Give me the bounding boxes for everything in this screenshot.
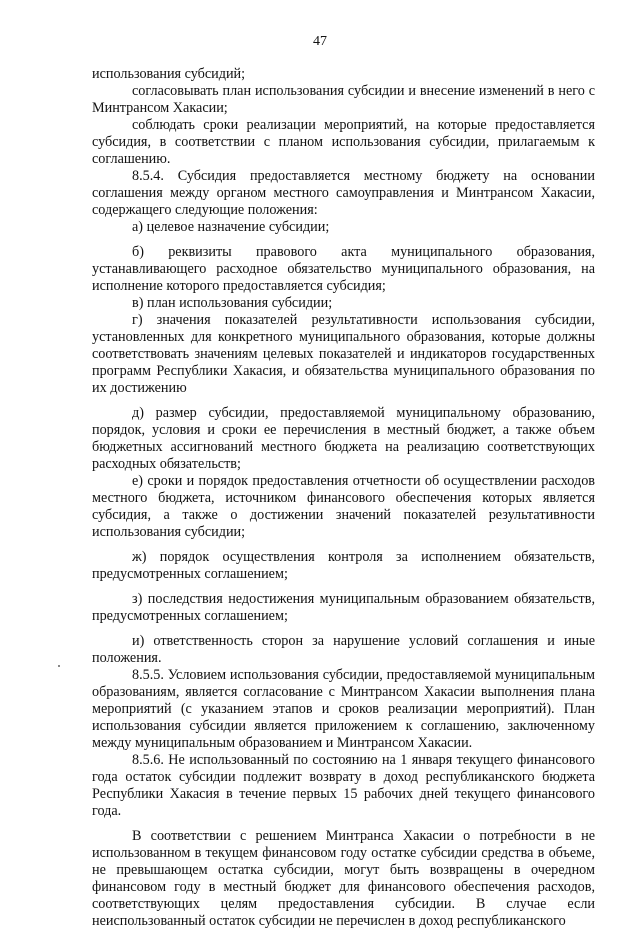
paragraph: д) размер субсидии, предоставляемой муниципальному образованию, порядок, условия и сроки ее перечисления в местный бюджет, а также объем бюджетных ассигнований местного бюджета на реализацию соответствующих расходных обязательств;: [92, 405, 595, 472]
paragraph: и) ответственность сторон за нарушение условий соглашения и иные положения.: [92, 633, 595, 666]
paragraph: 8.5.5. Условием использования субсидии, предоставляемой муниципальным образованиям, является согласование с Минтрансом Хакасии выполнения плана мероприятий (с указанием этапов и сроков реализации мероприятий). План использования субсидии является приложением к соглашению, заключенному между муниципальным образованием и Минтрансом Хакасии.: [92, 667, 595, 751]
paragraph: ж) порядок осуществления контроля за исполнением обязательств, предусмотренных соглашением;: [92, 549, 595, 582]
page-number: 47: [313, 34, 327, 49]
paragraph: 8.5.4. Субсидия предоставляется местному бюджету на основании соглашения между органом местного самоуправления и Минтрансом Хакасии, содержащего следующие положения:: [92, 168, 595, 218]
paragraph: е) сроки и порядок предоставления отчетности об осуществлении расходов местного бюджета, источником финансового обеспечения которых является субсидия, а также о достижении значений показателей результативности использования субсидии;: [92, 473, 595, 540]
paragraph: В соответствии с решением Минтранса Хакасии о потребности в не использованном в текущем финансовом году остатке субсидии средства в объеме, не превышающем остатка субсидии, могут быть возвращены в очередном финансовом году в местный бюджет для финансового обеспечения расходов, соответствующих целям предоставления субсидии. В случае если неиспользованный остаток субсидии не перечислен в доход республиканского: [92, 828, 595, 929]
paragraph: 8.5.6. Не использованный по состоянию на 1 января текущего финансового года остаток субсидии подлежит возврату в доход республиканского бюджета Республики Хакасия в течение первых 15 рабочих дней текущего финансового года.: [92, 752, 595, 819]
paragraph: г) значения показателей результативности использования субсидии, установленных для конкретного муниципального образования, которые должны соответствовать значениям целевых показателей и индикаторов государственных программ Республики Хакасия, и обязательства муниципального образования по их достижению: [92, 312, 595, 396]
paragraph: использования субсидий;: [92, 66, 246, 82]
paragraph: б) реквизиты правового акта муниципального образования, устанавливающего расходное обязательство муниципального образования, на исполнение которого предоставляется субсидия;: [92, 244, 595, 294]
paragraph: а) целевое назначение субсидии;: [132, 219, 330, 235]
paragraph: согласовывать план использования субсидии и внесение изменений в него с Минтрансом Хакасии;: [92, 83, 595, 116]
document-body: [92, 66, 595, 930]
paragraph: з) последствия недостижения муниципальным образованием обязательств, предусмотренных соглашением;: [92, 591, 595, 624]
paragraph: соблюдать сроки реализации мероприятий, на которые предоставляется субсидия, в соответствии с планом использования субсидии, прилагаемым к соглашению.: [92, 117, 595, 167]
paragraph: в) план использования субсидии;: [132, 295, 333, 311]
scan-speck: [58, 665, 60, 667]
